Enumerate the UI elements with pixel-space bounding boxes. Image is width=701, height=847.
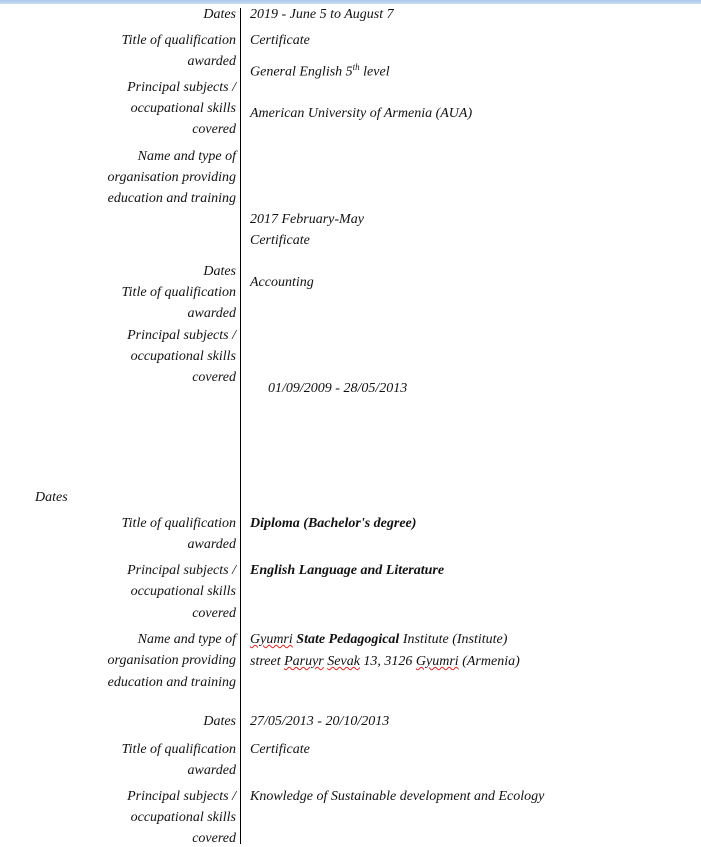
text: State Pedagogical: [292, 632, 403, 647]
label-subjects: Principal subjects /: [127, 789, 236, 804]
text: Paruyr: [284, 654, 324, 669]
text: Sevak: [327, 654, 360, 669]
label-organisation: Name and type of: [137, 149, 236, 164]
label-organisation: education and training: [107, 191, 236, 206]
entry3-address: [250, 654, 520, 670]
entry2-subject: Accounting: [250, 275, 314, 290]
label-dates: Dates: [203, 7, 236, 22]
entry4-subject: Knowledge of Sustainable development and Ecology: [250, 789, 545, 804]
label-subjects: Principal subjects /: [127, 328, 236, 343]
label-subjects: occupational skills: [130, 584, 236, 599]
label-title: awarded: [187, 54, 236, 69]
entry2-title: Certificate: [250, 233, 310, 248]
label-subjects: Principal subjects /: [127, 80, 236, 95]
text: Institute (Institute): [402, 632, 508, 647]
label-subjects: occupational skills: [130, 349, 236, 364]
label-title: Title of qualification: [121, 285, 236, 300]
label-subjects: covered: [192, 606, 236, 621]
entry3-organisation: [250, 632, 507, 648]
label-dates: Dates: [203, 264, 236, 279]
label-organisation: organisation providing: [107, 170, 236, 185]
label-title: awarded: [187, 306, 236, 321]
label-subjects: occupational skills: [130, 810, 236, 825]
label-subjects: occupational skills: [130, 101, 236, 116]
entry1-title: Certificate: [250, 33, 310, 48]
text: street: [250, 654, 285, 669]
label-organisation: education and training: [107, 675, 236, 690]
label-title: awarded: [187, 763, 236, 778]
label-subjects: covered: [192, 122, 236, 137]
entry1-organisation: American University of Armenia (AUA): [250, 106, 473, 121]
label-title: Title of qualification: [121, 33, 236, 48]
entry3-dates: 01/09/2009 - 28/05/2013: [268, 381, 408, 396]
label-subjects: covered: [192, 831, 236, 846]
text: 13, 3126: [359, 654, 416, 669]
label-subjects: covered: [192, 370, 236, 385]
entry4-title: Certificate: [250, 742, 310, 757]
text: (Armenia): [458, 654, 520, 669]
entry1-dates: 2019 - June 5 to August 7: [250, 7, 394, 22]
label-subjects: Principal subjects /: [127, 563, 236, 578]
entry1-subject: [250, 59, 390, 81]
text: General English 5: [250, 64, 353, 80]
label-organisation: Name and type of: [137, 632, 236, 647]
entry2-dates: 2017 February-May: [250, 212, 364, 227]
text: Gyumri: [415, 654, 459, 669]
entry3-title: Diploma (Bachelor's degree): [250, 516, 417, 531]
text: level: [359, 64, 390, 80]
label-title: Title of qualification: [121, 742, 236, 757]
label-dates: Dates: [35, 490, 68, 505]
column-divider: [240, 8, 241, 844]
label-title: awarded: [187, 537, 236, 552]
window-top-bar: [0, 0, 701, 4]
text: th: [352, 62, 360, 72]
entry3-subject: English Language and Literature: [250, 563, 445, 578]
label-dates: Dates: [203, 714, 236, 729]
label-title: Title of qualification: [121, 516, 236, 531]
entry4-dates: 27/05/2013 - 20/10/2013: [250, 714, 390, 729]
text: Gyumri: [250, 632, 293, 647]
label-organisation: organisation providing: [107, 653, 236, 668]
